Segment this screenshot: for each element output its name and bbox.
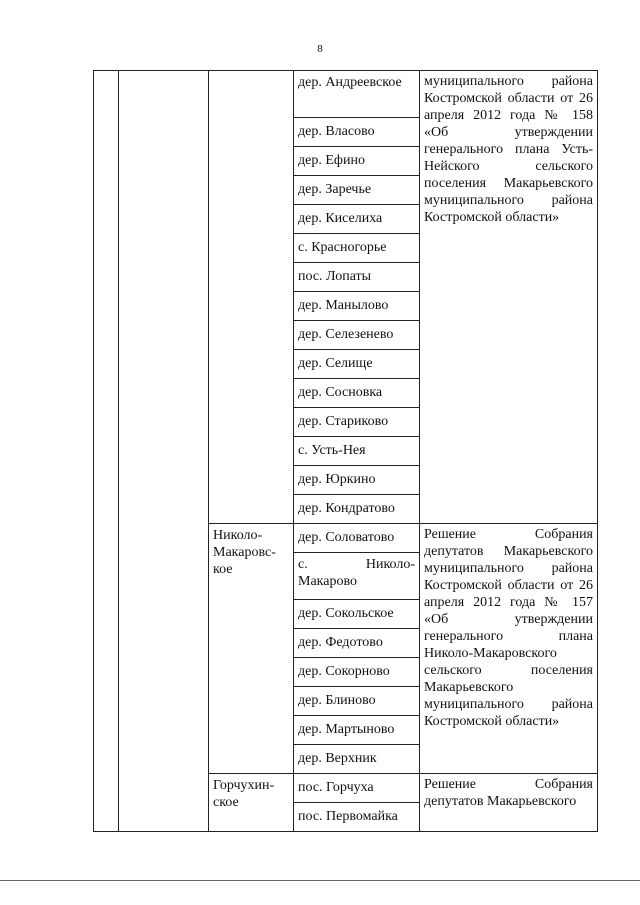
village-cell: [294, 408, 420, 437]
village-name: дер. Сокорново: [298, 664, 390, 679]
village-cell: [294, 147, 420, 176]
village-name: дер. Юркино: [298, 472, 376, 487]
village-name: дер. Соловатово: [298, 530, 395, 545]
village-cell: [294, 745, 420, 774]
document-cell: муниципального района Костромской области от 26 апреля 2012 года № 158 «Об утверждении генерального плана Усть-Нейского сельского поселения Макарьевского муниципального района Костромской области»: [420, 71, 598, 524]
village-cell: [294, 495, 420, 524]
village-name: пос. Первомайка: [298, 809, 398, 824]
village-cell: [294, 437, 420, 466]
village-name: дер. Киселиха: [298, 211, 383, 226]
village-cell: [294, 658, 420, 687]
village-cell: [294, 379, 420, 408]
village-name: дер. Мартыново: [298, 722, 395, 737]
village-name: дер. Стариково: [298, 414, 389, 429]
village-name: с. Красногорье: [298, 240, 387, 255]
village-cell: [294, 803, 420, 832]
village-name: дер. Сосновка: [298, 385, 383, 400]
settlement-cell: Горчухин-ское: [209, 774, 294, 832]
page-number: 8: [317, 43, 323, 55]
village-name: дер. Селезенево: [298, 327, 394, 342]
village-name: пос. Горчуха: [298, 780, 374, 795]
village-cell: [294, 553, 420, 600]
village-cell: [294, 350, 420, 379]
settlement-cell: Николо-Макаровс-кое: [209, 524, 294, 774]
table-row: [94, 71, 598, 118]
village-cell: [294, 263, 420, 292]
village-cell: [294, 292, 420, 321]
village-cell: [294, 524, 420, 553]
village-cell: [294, 205, 420, 234]
village-name: дер. Манылово: [298, 298, 389, 313]
village-name: дер. Ефино: [298, 153, 365, 168]
village-cell: [294, 466, 420, 495]
document-cell: Решение Собрания депутатов Макарьевского муниципального района Костромской области от 26 апреля 2012 года № 157 «Об утверждении генерального плана Николо-Макаровского сельского поселения Макарьевского муниципального района Костромской области»: [420, 524, 598, 774]
village-name: дер. Заречье: [298, 182, 372, 197]
document-cell: Решение Собрания депутатов Макарьевского: [420, 774, 598, 832]
village-name: пос. Лопаты: [298, 269, 372, 284]
village-cell: [294, 176, 420, 205]
village-name: дер. Сокольское: [298, 606, 394, 621]
village-cell: [294, 118, 420, 147]
village-name: дер. Верхник: [298, 751, 377, 766]
village-name: дер. Кондратово: [298, 501, 395, 516]
village-cell: [294, 716, 420, 745]
village-name: с. Николо-Макарово: [298, 557, 415, 589]
settlement-cell: [209, 71, 294, 524]
settlements-table: [93, 70, 598, 832]
village-name: дер. Андреевское: [298, 75, 402, 90]
village-cell: [294, 234, 420, 263]
village-name: с. Усть-Нея: [298, 443, 366, 458]
village-cell: [294, 71, 420, 118]
village-name: дер. Власово: [298, 124, 375, 139]
village-name: дер. Селище: [298, 356, 373, 371]
village-cell: [294, 600, 420, 629]
page-bottom-rule: [0, 880, 640, 881]
village-cell: [294, 687, 420, 716]
village-name: дер. Федотово: [298, 635, 383, 650]
number-cell: [94, 71, 119, 832]
district-cell: [119, 71, 209, 832]
village-cell: [294, 774, 420, 803]
village-cell: [294, 629, 420, 658]
village-name: дер. Блиново: [298, 693, 376, 708]
village-cell: [294, 321, 420, 350]
